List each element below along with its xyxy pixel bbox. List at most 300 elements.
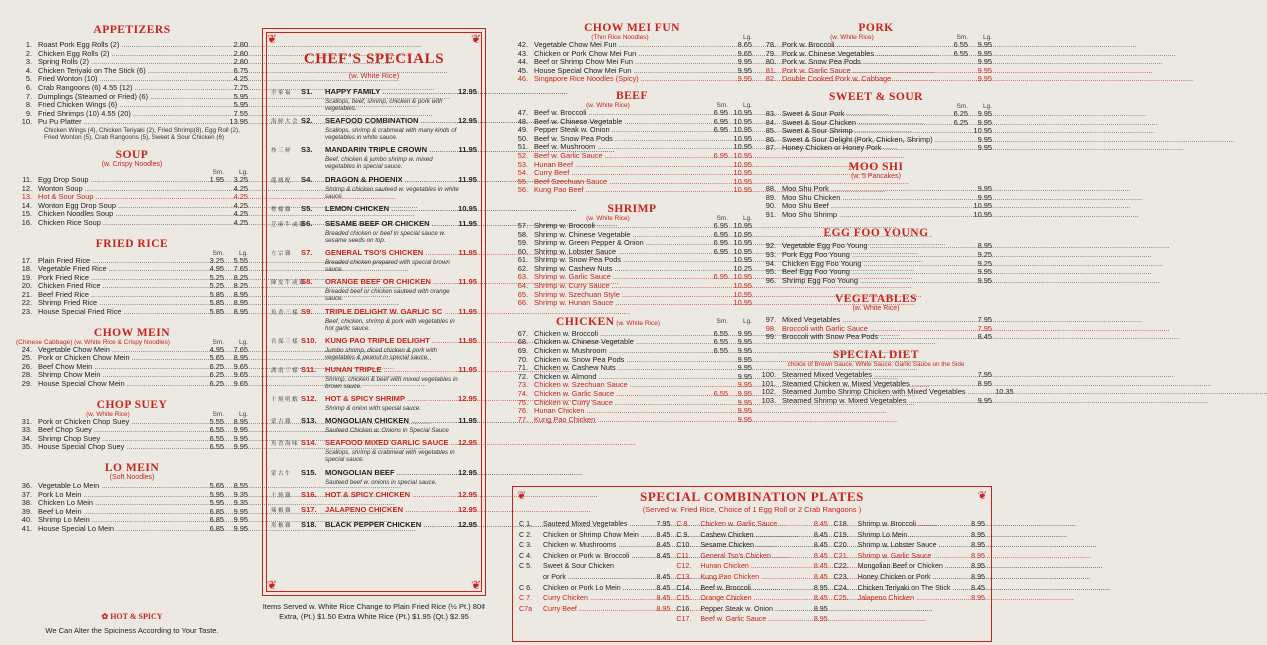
corner-ornament-icon: ❦ <box>267 32 278 46</box>
item-price-small: 6.25 <box>209 370 224 380</box>
item-price: 11.95 <box>458 364 477 374</box>
item-name-text: Chicken or Pork Lo Mein <box>543 583 621 592</box>
item-number: 70. <box>517 354 528 364</box>
item-name <box>543 572 652 583</box>
item-number: C 7. <box>519 594 533 603</box>
chef-special-row <box>271 490 477 501</box>
item-name <box>543 593 652 604</box>
item-number: 63. <box>517 272 528 282</box>
item-price: 7.95 <box>656 520 671 528</box>
item-description: Shrimp & onion with special sauce. <box>325 405 421 413</box>
item-description: Sauteed Chicken w. Onions in Special Sauce <box>325 427 449 435</box>
item-name <box>858 519 967 530</box>
item-name-text: Pepper Steak w. Onion <box>534 125 610 135</box>
item-price-large: 5.55 <box>233 255 248 265</box>
item-number: 62. <box>517 263 528 273</box>
chef-special-row <box>271 116 477 127</box>
pork-header: (w. White Rice) Sm. Lg. <box>830 34 992 41</box>
item-price-large: 10.95 <box>733 116 752 126</box>
item-number: 33. <box>21 425 32 435</box>
item-price-large: 8.95 <box>977 241 992 251</box>
chicken-title: CHICKEN <box>556 315 615 328</box>
menu-item <box>16 380 248 389</box>
item-name-text: Hunan Chicken <box>534 406 585 416</box>
item-number: C 8. <box>676 520 690 528</box>
item-number: 68. <box>517 337 528 347</box>
item-price-large: 9.95 <box>977 108 992 118</box>
item-price-large: 10.25 <box>733 263 752 273</box>
chinese-name: 炒 三 鲜 <box>271 148 291 155</box>
menu-item <box>512 186 752 195</box>
item-price-large: 10.95 <box>733 289 752 299</box>
item-price: 2.80 <box>233 40 248 49</box>
item-number: C21. <box>833 551 849 560</box>
item-name <box>325 394 453 403</box>
pepper-icon: ✿ <box>101 612 111 621</box>
chinese-name: 芝 麻 牛 或 雞 <box>271 221 305 228</box>
item-number: 4. <box>25 65 32 75</box>
item-number: 43. <box>517 48 528 58</box>
pork-title: PORK <box>858 22 894 34</box>
item-name-text: or Pork <box>543 572 566 581</box>
item-name-text: Jalapeno Chicken <box>857 594 915 603</box>
item-name-text: HAPPY FAMILY <box>325 87 381 96</box>
item-number: C19. <box>833 530 849 539</box>
item-number: 39. <box>21 506 32 516</box>
item-number: 46. <box>517 74 528 84</box>
item-number: 60. <box>517 246 528 256</box>
item-name-text: Singapore Rice Noodles (Spicy) <box>534 74 639 84</box>
item-number: 91. <box>765 209 776 219</box>
item-price-small: 6.95 <box>713 116 728 126</box>
item-name-text: Shrimp w. Garlic Sauce <box>534 272 611 282</box>
chef-special-item <box>271 248 477 273</box>
item-name-text: Beef Lo Mein <box>38 506 82 516</box>
chef-special-item <box>271 145 477 170</box>
corner-ornament-icon: ❦ <box>977 490 987 502</box>
item-price-large: 8.55 <box>233 481 248 490</box>
item-price: 8.45 <box>813 520 828 528</box>
item-name <box>782 397 944 406</box>
item-price-small: 6.55 <box>713 346 728 356</box>
item-name-text: Beef or Shrimp Chow Mei Fun <box>534 57 633 67</box>
item-price-large: 9.95 <box>737 57 752 67</box>
item-name <box>782 277 944 286</box>
menu-item <box>760 75 992 84</box>
item-name <box>782 75 944 84</box>
item-number: 29. <box>21 379 32 389</box>
item-name-text: Shrimp w. Broccoli <box>534 220 595 230</box>
item-name-text: Shrimp w. Chinese Vegetable <box>534 229 631 239</box>
item-number: 20. <box>21 281 32 291</box>
menu-item <box>16 308 248 317</box>
shrimp-list <box>512 222 752 308</box>
item-price-large: 9.95 <box>737 65 752 75</box>
chef-special-item <box>271 394 477 412</box>
item-price: 12.95 <box>457 87 477 96</box>
vegetables-list <box>760 316 992 342</box>
item-name-text: Vegetable Lo Mein <box>38 481 100 490</box>
item-name <box>325 365 453 374</box>
menu-item <box>512 416 752 425</box>
item-name-text: Chicken Noodles Soup <box>38 209 114 219</box>
item-price: 8.95 <box>813 604 828 613</box>
item-number: S14. <box>301 438 317 448</box>
item-name-text: Vegetable Chow Mei Fun <box>534 40 617 49</box>
item-price-large: 10.95 <box>733 246 752 256</box>
item-price: 8.95 <box>813 615 828 624</box>
item-price-large: 9.95 <box>737 397 752 407</box>
item-name-text: Honey Chicken or Pork <box>857 572 931 581</box>
item-price-large: 9.95 <box>737 380 752 390</box>
item-name-text: LEMON CHICKEN <box>325 203 390 213</box>
chow-mei-fun-list <box>512 41 752 84</box>
item-price-large: 10.95 <box>733 107 752 117</box>
item-name <box>534 299 704 308</box>
chicken-header: CHICKEN (w. White Rice) Sm. Lg. <box>556 315 752 328</box>
item-number: 25. <box>21 353 32 363</box>
item-price-large: 9.95 <box>233 523 248 533</box>
item-number: 23. <box>21 307 32 317</box>
item-number: 84. <box>765 117 776 127</box>
chef-special-row <box>271 394 477 405</box>
item-name-text: House Special Chop Suey <box>38 442 125 452</box>
item-price: 8.45 <box>656 541 671 550</box>
item-name-text: Sauteed Mixed Vegetables <box>543 520 628 528</box>
fried-rice-list <box>16 257 248 317</box>
chinese-name: 全 家 福 <box>271 90 291 96</box>
item-number: 17. <box>21 255 32 265</box>
item-price-large: 9.95 <box>977 48 992 58</box>
item-name <box>700 593 809 604</box>
item-name-text: Sesame Chicken <box>700 541 754 550</box>
chow-mei-fun-header: (Thin Rice Noodles) Lg. <box>591 34 752 41</box>
item-price-large: 8.95 <box>233 307 248 317</box>
chef-special-item <box>271 175 477 200</box>
item-name <box>38 380 200 389</box>
vegetables-subtitle: (w. White Rice) <box>852 305 900 313</box>
item-price-small: 6.55 <box>713 337 728 347</box>
item-name-text: Pepper Steak w. Onion <box>700 604 773 613</box>
item-number: S9. <box>301 306 313 316</box>
item-price-large: 9.95 <box>737 354 752 364</box>
item-name-text: Chicken w. Almond <box>534 371 597 381</box>
item-name-text: KUNG PAO TRIPLE DELIGHT <box>325 335 430 345</box>
item-number: 67. <box>517 328 528 338</box>
item-name <box>534 75 704 84</box>
item-number: C 9. <box>676 530 690 539</box>
item-name <box>858 551 967 562</box>
chef-special-row <box>271 219 477 230</box>
item-number: 86. <box>765 134 776 144</box>
item-price-small: 6.55 <box>953 40 968 49</box>
menu-item <box>760 211 992 220</box>
item-name-text: Dumplings (Steamed or Fried) (6) <box>38 91 149 101</box>
item-number: 90. <box>765 201 776 211</box>
item-price-small: 5.85 <box>209 289 224 299</box>
combo-item <box>519 572 670 583</box>
item-number: 97. <box>765 315 776 325</box>
item-name-text: Kung Pao Chicken <box>700 572 760 581</box>
item-price-large: 8.65 <box>737 40 752 49</box>
item-price-large: 10.95 <box>733 125 752 135</box>
item-price: 8.45 <box>813 594 828 603</box>
item-name-text: Shrimp w. Cashew Nuts <box>534 263 613 273</box>
item-price-large: 9.95 <box>977 74 992 84</box>
menu-item <box>512 75 752 84</box>
item-name-text: Mongolian Beef or Chicken <box>857 562 943 571</box>
item-number: 92. <box>765 241 776 251</box>
item-name-text: Beef Chop Suey <box>38 425 92 435</box>
item-name-text: Moo Shu Beef <box>782 201 829 211</box>
item-name-text: Chicken Fried Rice <box>38 281 101 291</box>
item-number: C15. <box>676 594 692 603</box>
combo-column <box>519 519 670 625</box>
item-price: 8.95 <box>813 583 828 592</box>
chef-special-item <box>271 505 477 516</box>
item-name <box>325 204 453 213</box>
item-name-text: Chicken Egg Rolls (2) <box>38 48 110 58</box>
item-price-small: 5.55 <box>209 416 224 426</box>
item-name-text: HOT & SPICY SHRIMP <box>325 394 406 404</box>
item-name-text: Moo Shu Shrimp <box>782 209 838 219</box>
item-price: 8.95 <box>971 572 985 581</box>
item-price-small: 5.25 <box>209 272 224 282</box>
item-name-text: Chicken w. Szechuan Sauce <box>534 380 628 390</box>
item-number: 12. <box>21 183 32 193</box>
item-name-text: Shrimp w. Curry Sauce <box>534 281 610 291</box>
item-price-large: 9.95 <box>977 117 992 127</box>
chef-special-row <box>271 438 477 449</box>
item-name-text: Shrimp Lo Mein <box>857 530 908 539</box>
item-price-large: 10.95 <box>733 142 752 152</box>
item-price: 8.45 <box>656 530 671 539</box>
item-name <box>325 307 453 316</box>
item-price-large: 10.95 <box>733 238 752 248</box>
item-name <box>38 219 200 228</box>
item-name <box>325 219 453 228</box>
item-name <box>700 540 809 551</box>
chef-special-item <box>271 277 477 302</box>
item-price-small: 6.55 <box>713 328 728 338</box>
item-name <box>543 519 652 530</box>
item-number: C18. <box>833 520 849 528</box>
item-number: C23. <box>833 572 849 581</box>
item-price-large: 9.35 <box>233 489 248 499</box>
item-name-text: SEAFOOD COMBINATION <box>325 116 419 126</box>
chef-special-row <box>271 336 477 347</box>
item-price: 11.95 <box>458 416 477 426</box>
item-number: S8. <box>301 277 313 287</box>
item-name-text: Chicken or Pork Chow Mei Fun <box>534 48 637 58</box>
item-number: 35. <box>21 442 32 452</box>
item-name-text: Chicken w. Mushrooms <box>543 541 617 550</box>
item-price-large: 10.95 <box>973 201 992 211</box>
item-number: 47. <box>517 107 528 117</box>
item-number: 19. <box>21 272 32 282</box>
item-number: 59. <box>517 238 528 248</box>
item-name-text: Curry Beef <box>534 168 570 178</box>
item-number: 7. <box>25 91 32 101</box>
item-price-large: 4.25 <box>233 183 248 193</box>
chinese-name: 宮 保 三 樣 <box>271 338 298 345</box>
fried-rice-size-header: Sm. Lg. <box>212 249 248 257</box>
item-number: C 1. <box>519 520 533 528</box>
item-name <box>325 87 453 96</box>
item-price-large: 10.95 <box>733 159 752 169</box>
chef-special-row <box>271 145 477 156</box>
item-number: 100. <box>761 370 776 380</box>
item-name-text: MONGOLIAN BEEF <box>325 467 395 477</box>
item-name-text: Chicken w. Garlic Sauce <box>700 520 778 528</box>
item-price-small: 5.85 <box>209 298 224 308</box>
chef-special-item <box>271 307 477 332</box>
item-name <box>782 333 944 342</box>
item-price-small: 6.95 <box>713 125 728 135</box>
item-name <box>700 583 809 594</box>
item-price-large: 8.45 <box>977 332 992 342</box>
item-number: 79. <box>765 48 776 58</box>
item-number: 75. <box>517 397 528 407</box>
item-name-text: Curry Chicken <box>543 594 588 603</box>
item-name-text: Chicken Rice Soup <box>38 217 101 227</box>
item-name <box>38 525 200 534</box>
chow-mein-size-header: (Chinese Cabbage) (w. White Rice & Crispy Noodles) Sm. Lg. <box>16 338 248 346</box>
item-name-text: Hunan Beef <box>534 159 574 169</box>
item-name-text: Pork or Chicken Chow Mein <box>38 353 130 363</box>
chef-special-item <box>271 468 477 486</box>
chinese-name: 蒙 古 雞 <box>271 419 291 426</box>
item-name <box>543 583 652 594</box>
item-number: 40. <box>21 515 32 525</box>
item-number: 48. <box>517 116 528 126</box>
item-name-text: Chicken w. Mushroom <box>534 346 607 356</box>
item-number: 65. <box>517 289 528 299</box>
item-price-small: 6.95 <box>713 107 728 117</box>
item-price-large: 9.95 <box>737 363 752 373</box>
moo-shi-title: MOO SHI <box>848 160 904 173</box>
item-name-text: Orange Chicken <box>700 594 752 603</box>
chinese-name: 龍 鳳 配 <box>271 177 291 184</box>
chefs-specials-list <box>271 87 477 535</box>
item-price-large: 9.25 <box>977 258 992 268</box>
combination-plates-columns <box>519 519 985 625</box>
item-name <box>700 519 809 530</box>
item-name-text: Steamed Chicken w. Mixed Vegetables <box>782 378 910 388</box>
chef-special-item <box>271 520 477 531</box>
item-number: 95. <box>765 267 776 277</box>
item-number: C7a <box>519 604 533 613</box>
item-price-large: 9.35 <box>233 498 248 508</box>
item-name-text: Pu Pu Platter <box>38 117 82 127</box>
item-number: 85. <box>765 126 776 136</box>
moo-shi-subtitle: (w. 5 Pancakes) <box>851 172 901 180</box>
item-name <box>858 593 967 604</box>
item-price: 11.95 <box>458 218 477 228</box>
item-price: 8.95 <box>971 541 985 550</box>
item-name-text: Wonton Egg Drop Soup <box>38 200 116 210</box>
item-name-text: Vegetable Chow Mein <box>38 344 110 354</box>
item-name <box>543 604 652 615</box>
item-number: S13. <box>301 416 317 426</box>
item-price-large: 9.95 <box>233 515 248 525</box>
item-number: 55. <box>517 176 528 186</box>
chinese-name: 海 鲜 大 会 <box>271 119 298 126</box>
item-name-text: House Special Fried Rice <box>38 307 122 317</box>
item-name-text: Pork Egg Foo Young <box>782 249 850 259</box>
shrimp-header: (w. White Rice) Sm. Lg. <box>586 214 752 222</box>
item-name-text: Curry Beef <box>543 604 577 613</box>
item-price-large: 9.95 <box>737 406 752 416</box>
vegetables-title: VEGETABLES <box>834 293 918 306</box>
chinese-name: 干 燒 明 蝦 <box>271 397 298 404</box>
item-number: 82. <box>765 74 776 84</box>
item-number: 66. <box>517 298 528 308</box>
item-number: S3. <box>301 145 313 155</box>
item-name-text: Chicken Lo Mein <box>38 498 94 508</box>
item-name-text: HUNAN TRIPLE <box>325 364 382 374</box>
item-description: Sauteed beef w. onions in special sauce. <box>325 478 437 486</box>
item-price: 7.75 <box>233 82 248 92</box>
item-price-large: 9.65 <box>233 379 248 389</box>
item-name <box>325 520 453 529</box>
item-name <box>543 561 652 572</box>
item-price-small: 6.55 <box>209 442 224 452</box>
item-number: 11. <box>22 174 32 184</box>
item-price-large: 9.95 <box>737 337 752 347</box>
item-name <box>858 561 967 572</box>
item-price-small: 5.25 <box>209 281 224 291</box>
item-description: Breaded beef or chicken sauteed with orange sauce. <box>325 288 450 303</box>
item-price: 8.95 <box>971 551 985 560</box>
item-name-text: Sweet & Sour Delight (Pork, Chicken, Shrimp) <box>782 134 933 144</box>
item-name-text: Shrimp Chow Mein <box>38 370 101 380</box>
item-number: 83. <box>765 108 776 118</box>
combo-item <box>519 551 670 562</box>
chop-suey-list <box>16 418 248 452</box>
item-name-text: Kung Pao Beef <box>534 185 584 195</box>
item-price-small: 6.95 <box>713 220 728 230</box>
item-price-large: 7.65 <box>233 264 248 274</box>
chef-special-item <box>271 336 477 361</box>
item-name-text: Vegetable Egg Foo Young <box>782 241 868 251</box>
sweet-sour-list <box>760 110 992 153</box>
special-diet-list <box>760 370 1014 405</box>
item-price-small: 6.55 <box>953 48 968 58</box>
item-price-large: 8.95 <box>233 298 248 308</box>
item-name-text: Chicken w. Curry Sauce <box>534 397 613 407</box>
item-number: 49. <box>517 125 528 135</box>
item-name <box>858 583 967 594</box>
item-price: 12.95 <box>457 438 477 448</box>
item-price: 8.95 <box>971 530 985 539</box>
item-number: 99. <box>765 332 776 342</box>
menu-item <box>16 118 248 127</box>
item-name-text: Shrimp Lo Mein <box>38 515 90 525</box>
item-name <box>782 211 944 220</box>
item-price-small: 1.95 <box>209 174 224 184</box>
chefs-specials-subtitle: (w. White Rice) <box>348 71 400 80</box>
shrimp-title: SHRIMP <box>607 202 657 215</box>
item-price-small: 6.85 <box>209 506 224 516</box>
item-name-text: Shrimp w. Broccoli <box>857 520 916 528</box>
item-number: 81. <box>765 65 776 75</box>
item-number: S12. <box>301 394 317 404</box>
beef-list <box>512 109 752 195</box>
item-number: 54. <box>517 168 528 178</box>
item-name <box>325 468 453 477</box>
item-number: 52. <box>517 150 528 160</box>
